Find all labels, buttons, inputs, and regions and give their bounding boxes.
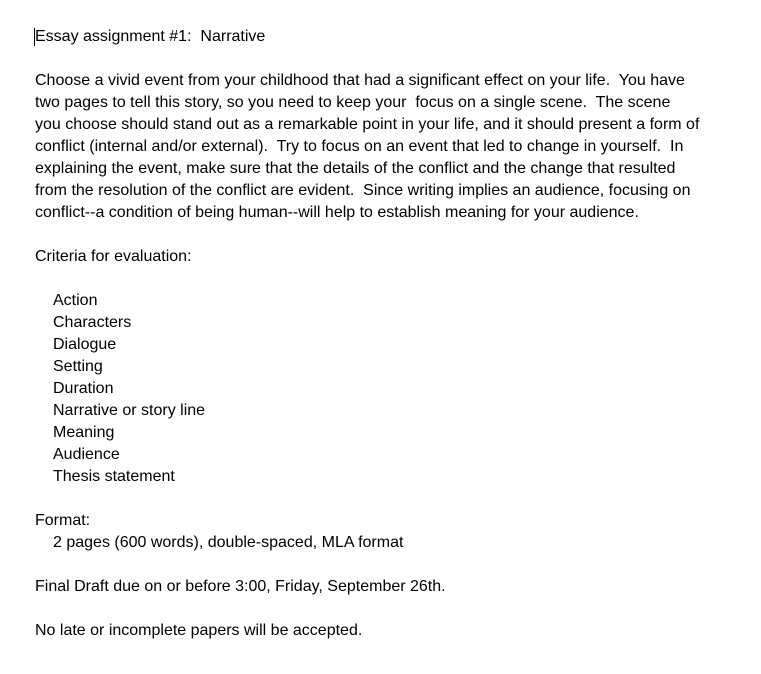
spacer <box>35 598 745 620</box>
paragraph-line: conflict (internal and/or external). Try to focus on an event that led to change in yourself. In <box>35 138 684 155</box>
criteria-item: Meaning <box>53 424 115 441</box>
paragraph-line: from the resolution of the conflict are evident. Since writing implies an audience, focusing on <box>35 182 691 199</box>
due-date: Final Draft due on or before 3:00, Friday, September 26th. <box>35 578 446 595</box>
assignment-paragraph <box>35 70 745 224</box>
spacer <box>35 488 745 510</box>
criteria-item: Dialogue <box>53 336 117 353</box>
criteria-item: Characters <box>53 314 132 331</box>
criteria-item: Action <box>53 292 98 309</box>
document-page[interactable] <box>35 26 745 642</box>
criteria-heading: Criteria for evaluation: <box>35 248 192 265</box>
paragraph-line: Choose a vivid event from your childhood that had a significant effect on your life. You have <box>35 72 685 89</box>
text-cursor <box>34 28 35 46</box>
criteria-item: Setting <box>53 358 103 375</box>
format-detail: 2 pages (600 words), double-spaced, MLA format <box>53 534 404 551</box>
paragraph-line: conflict--a condition of being human--will help to establish meaning for your audience. <box>35 204 639 221</box>
criteria-item: Narrative or story line <box>53 402 206 419</box>
criteria-item: Audience <box>53 446 120 463</box>
spacer <box>35 554 745 576</box>
late-policy: No late or incomplete papers will be accepted. <box>35 622 363 639</box>
paragraph-line: two pages to tell this story, so you need to keep your focus on a single scene. The scene <box>35 94 671 111</box>
criteria-item: Thesis statement <box>53 468 175 485</box>
document-title: Essay assignment #1: Narrative <box>35 28 266 45</box>
paragraph-line: you choose should stand out as a remarkable point in your life, and it should present a form of <box>35 116 700 133</box>
title-line <box>35 26 745 48</box>
criteria-item: Duration <box>53 380 114 397</box>
format-heading: Format: <box>35 512 91 529</box>
criteria-list <box>35 290 745 488</box>
spacer <box>35 268 745 290</box>
paragraph-line: explaining the event, make sure that the details of the conflict and the change that resulted <box>35 160 676 177</box>
